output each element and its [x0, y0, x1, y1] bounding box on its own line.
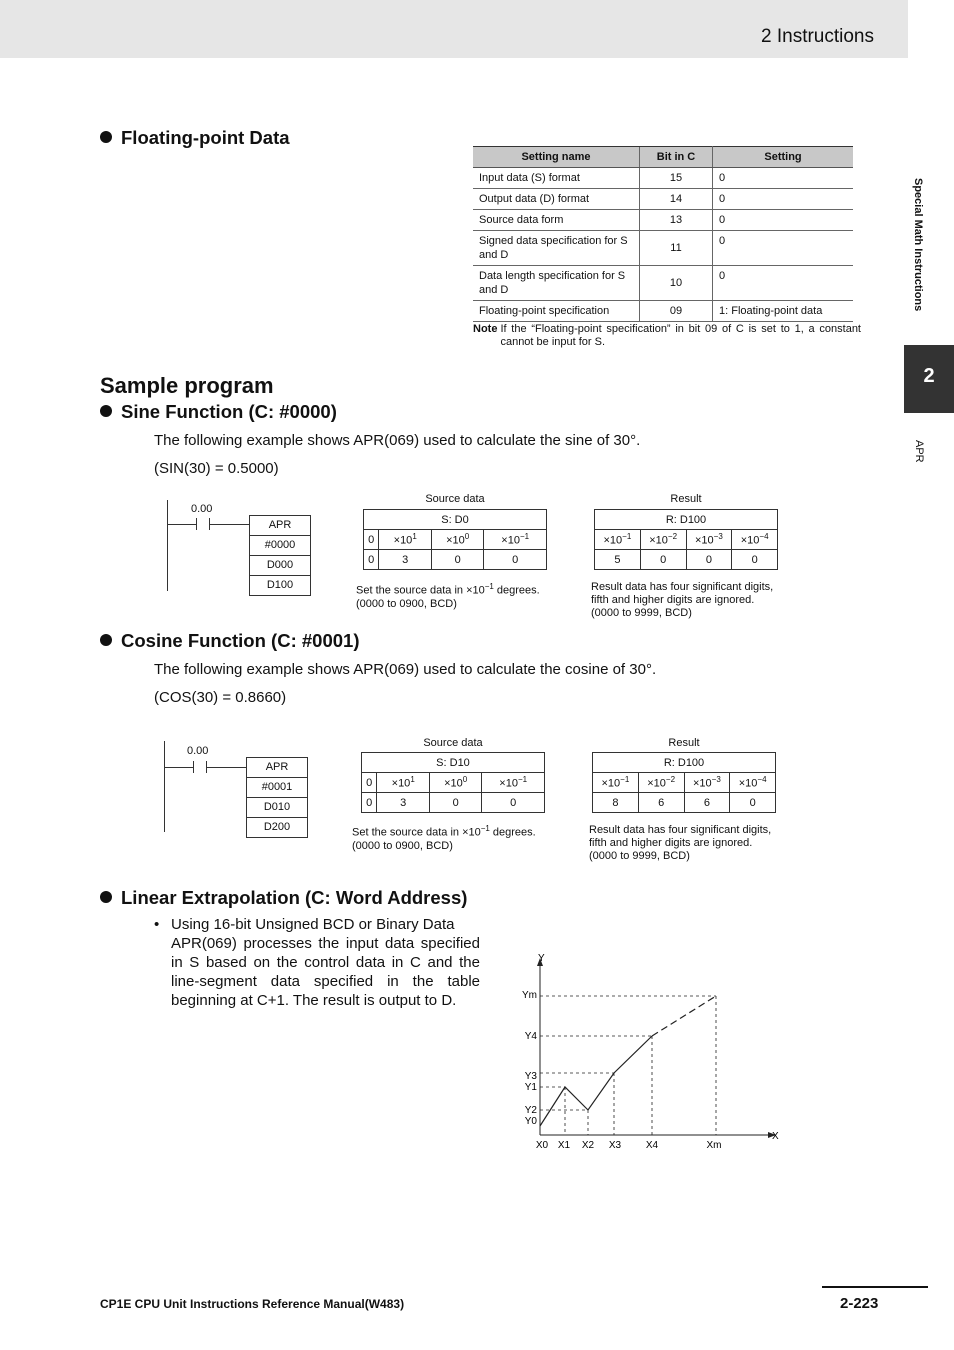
page-number: 2-223: [840, 1295, 879, 1312]
apr-operand-c: #0000: [250, 536, 310, 556]
digit-weight-cell: $\times 10^{-2}$: [640, 530, 686, 550]
table-cell: Data length specification for S and D: [473, 266, 640, 301]
operand-cell: S: D10: [362, 753, 545, 773]
instruction-side-label: APR: [913, 440, 925, 463]
x-tick-label: X3: [608, 1140, 622, 1151]
heading-text: Floating-point Data: [121, 127, 290, 148]
digit-cell: 0: [362, 773, 377, 793]
column-header: Setting name: [473, 147, 640, 168]
contact-address: 0.00: [187, 745, 209, 757]
table-cell: Input data (S) format: [473, 168, 640, 189]
digit-weight-cell: $\times 10^{-1}$: [482, 773, 545, 793]
source-data-table: [361, 752, 545, 813]
x-tick-label: X1: [557, 1140, 571, 1151]
y-tick-label: Y4: [524, 1031, 537, 1042]
contact-address: 0.00: [191, 503, 213, 515]
apr-instruction-block: [249, 515, 311, 596]
y-axis-label: Y: [538, 953, 545, 964]
ladder-power-rail: [164, 741, 165, 832]
heading-text: Sine Function (C: #0000): [121, 401, 337, 422]
table-cell: 14: [640, 189, 713, 210]
result-table: [592, 752, 776, 813]
sine-function-heading: [100, 401, 337, 423]
y-tick-label: Y3: [524, 1071, 537, 1082]
source-data-title: Source data: [423, 737, 483, 749]
digit-value-cell: 0: [431, 550, 483, 570]
line-segments: [540, 1036, 652, 1126]
contact-symbol: [193, 761, 207, 773]
cosine-function-heading: [100, 630, 359, 652]
digit-weight-cell: $\times 10^{-1}$: [593, 773, 639, 793]
bullet-body: APR(069) processes the input data specified in S based on the control data in C and the line-segment data specified in the table beginning at C+1. The result is output to D.: [171, 935, 480, 1009]
x-tick-label: Xm: [706, 1140, 722, 1151]
digit-value-cell: 0: [482, 793, 545, 813]
linear-extrapolation-graph: [515, 950, 785, 1155]
source-data-caption: Set the source data in $\times 10^{-1}$ degrees. (0000 to 0900, BCD): [352, 824, 536, 852]
floating-point-settings-table: [473, 146, 853, 322]
digit-value-cell: 3: [379, 550, 431, 570]
table-row: [473, 210, 853, 231]
result-title: Result: [668, 737, 700, 749]
y-tick-label: Y1: [524, 1082, 537, 1093]
source-data-caption: Set the source data in $\times 10^{-1}$ degrees. (0000 to 0900, BCD): [356, 582, 540, 610]
apr-mnemonic: APR: [250, 516, 310, 536]
apr-operand-d: D100: [266, 579, 294, 591]
guide-lines: [540, 996, 716, 1135]
sine-formula: (SIN(30) = 0.5000): [154, 460, 279, 477]
cosine-formula: (COS(30) = 0.8660): [154, 689, 287, 706]
digit-weight-cell: $\times 10^{-3}$: [684, 773, 730, 793]
operand-cell: S: D0: [364, 510, 547, 530]
table-cell: 1: Floating-point data: [713, 301, 854, 322]
table-cell: Signed data specification for S and D: [473, 231, 640, 266]
bullet-first-line: Using 16-bit Unsigned BCD or Binary Data: [171, 916, 455, 933]
manual-title: CP1E CPU Unit Instructions Reference Manual(W483): [100, 1297, 405, 1311]
source-data-table: [363, 509, 547, 570]
note-label: Note: [473, 323, 498, 335]
result-caption: Result data has four significant digits, fifth and higher digits are ignored. (0000 to 9999, BCD): [591, 581, 774, 619]
table-cell: 15: [640, 168, 713, 189]
heading-text: Cosine Function (C: #0001): [121, 630, 360, 651]
y-tick-label: Y2: [524, 1105, 537, 1116]
digit-value-cell: 8: [593, 793, 639, 813]
apr-operand-s: D000: [250, 556, 310, 576]
digit-cell: 0: [364, 530, 379, 550]
section-side-label: Special Math Instructions: [912, 178, 924, 312]
digit-value-cell: 6: [684, 793, 730, 813]
list-bullet: •: [154, 916, 160, 933]
apr-operand-c: #0001: [247, 778, 307, 798]
bullet-icon: [100, 131, 112, 143]
table-row: [473, 231, 853, 266]
y-tick-label: Ym: [522, 990, 537, 1001]
chapter-title: 2 Instructions: [761, 26, 874, 47]
sine-description: The following example shows APR(069) used to calculate the sine of 30°.: [154, 432, 641, 449]
apr-mnemonic: APR: [247, 758, 307, 778]
bullet-icon: [100, 405, 112, 417]
x-tick-label: X2: [581, 1140, 595, 1151]
table-cell: 0: [713, 189, 854, 210]
x-axis-label: X: [772, 1131, 779, 1142]
table-cell: 0: [713, 231, 854, 266]
digit-value-cell: 3: [377, 793, 429, 813]
table-cell: 0: [713, 210, 854, 231]
digit-value-cell: 6: [638, 793, 684, 813]
result-table: [594, 509, 778, 570]
apr-instruction-block: [246, 757, 308, 838]
digit-weight-cell: $\times 10^0$: [431, 530, 483, 550]
result-title: Result: [670, 493, 702, 505]
footer-rule: [822, 1286, 928, 1288]
table-cell: 0: [713, 266, 854, 301]
linear-extrapolation-heading: [100, 887, 467, 909]
digit-value-cell: 0: [429, 793, 481, 813]
table-cell: 13: [640, 210, 713, 231]
table-cell: Floating-point specification: [473, 301, 640, 322]
operand-cell: R: D100: [595, 510, 778, 530]
table-cell: 11: [640, 231, 713, 266]
apr-operand-s: D010: [247, 798, 307, 818]
heading-text: Linear Extrapolation (C: Word Address): [121, 887, 468, 908]
digit-weight-cell: $\times 10^1$: [377, 773, 429, 793]
digit-value-cell: 5: [595, 550, 641, 570]
table-row: [473, 189, 853, 210]
sample-program-heading: Sample program: [100, 373, 274, 398]
column-header: Setting: [713, 147, 854, 168]
digit-value-cell: 0: [732, 550, 778, 570]
digit-weight-cell: $\times 10^{-4}$: [732, 530, 778, 550]
table-row: [473, 301, 853, 322]
x-tick-label: X0: [535, 1140, 549, 1151]
table-row: [473, 168, 853, 189]
cosine-description: The following example shows APR(069) used to calculate the cosine of 30°.: [154, 661, 657, 678]
bullet-icon: [100, 891, 112, 903]
digit-value-cell: 0: [640, 550, 686, 570]
digit-weight-cell: $\times 10^{-2}$: [638, 773, 684, 793]
table-cell: 0: [713, 168, 854, 189]
source-data-title: Source data: [425, 493, 485, 505]
table-note: [473, 323, 861, 349]
linear-extrapolation-description: [171, 915, 480, 1010]
bullet-icon: [100, 634, 112, 646]
digit-value-cell: 0: [364, 550, 379, 570]
table-cell: Source data form: [473, 210, 640, 231]
y-tick-label: Y0: [524, 1116, 537, 1127]
x-tick-label: X4: [645, 1140, 659, 1151]
table-cell: 10: [640, 266, 713, 301]
table-cell: Output data (D) format: [473, 189, 640, 210]
digit-weight-cell: $\times 10^{-3}$: [686, 530, 732, 550]
digit-weight-cell: $\times 10^0$: [429, 773, 481, 793]
column-header: Bit in C: [640, 147, 713, 168]
contact-symbol: [196, 518, 210, 530]
table-cell: 09: [640, 301, 713, 322]
digit-value-cell: 0: [686, 550, 732, 570]
digit-value-cell: 0: [484, 550, 547, 570]
table-row: [473, 266, 853, 301]
digit-weight-cell: $\times 10^{-4}$: [730, 773, 776, 793]
extrapolated-segment: [652, 996, 716, 1036]
ladder-power-rail: [167, 500, 168, 591]
chapter-number-tab: 2: [904, 345, 954, 413]
apr-operand-d: D200: [263, 821, 291, 833]
digit-value-cell: 0: [730, 793, 776, 813]
digit-weight-cell: $\times 10^1$: [379, 530, 431, 550]
digit-weight-cell: $\times 10^{-1}$: [484, 530, 547, 550]
note-text: If the “Floating-point specification” in bit 09 of C is set to 1, a constant cannot be input for S.: [500, 323, 861, 348]
digit-value-cell: 0: [362, 793, 377, 813]
digit-weight-cell: $\times 10^{-1}$: [595, 530, 641, 550]
operand-cell: R: D100: [593, 753, 776, 773]
floating-point-heading: [100, 127, 290, 149]
table-header-row: [473, 147, 853, 168]
result-caption: Result data has four significant digits, fifth and higher digits are ignored. (0000 to 9999, BCD): [589, 824, 772, 862]
